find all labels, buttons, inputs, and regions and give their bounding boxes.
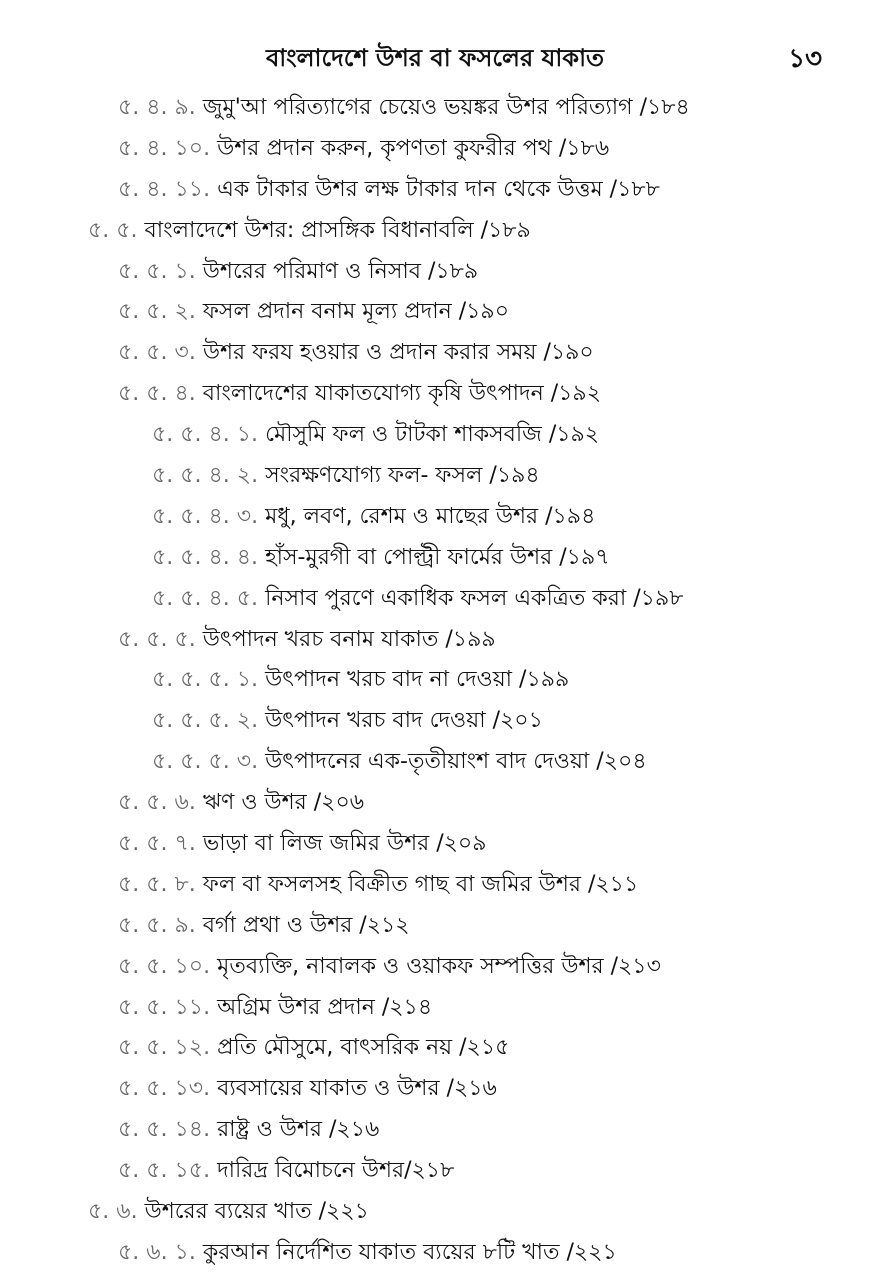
toc-entry-number: ৫. ৫. ৪. bbox=[118, 381, 196, 407]
toc-entry-number: ৫. ৫. ১২. bbox=[118, 1035, 211, 1061]
running-title: বাংলাদেশে উশর বা ফসলের যাকাত bbox=[265, 44, 605, 72]
toc-entry bbox=[0, 783, 870, 824]
toc-entry bbox=[0, 333, 870, 374]
toc-entry-title: উশরের ব্যয়ের খাত /২২১ bbox=[144, 1199, 369, 1225]
toc-entry-number: ৫. ৫. ৪. ১. bbox=[152, 422, 259, 448]
toc-entry-number: ৫. ৫. ৫. bbox=[118, 626, 196, 652]
toc-entry-title: উশরের পরিমাণ ও নিসাব /১৮৯ bbox=[202, 258, 479, 284]
toc-entry-number: ৫. ৫. ১৪. bbox=[118, 1117, 211, 1143]
toc-entry-number: ৫. ৬. ১. bbox=[118, 1239, 196, 1265]
toc-entry-title: ফল বা ফসলসহ বিক্রীত গাছ বা জমির উশর /২১১ bbox=[202, 871, 639, 897]
toc-entry-title: প্রতি মৌসুমে, বাৎসরিক নয় /২১৫ bbox=[217, 1035, 510, 1061]
toc-entry-number: ৫. ৫. ৪. ৩. bbox=[152, 503, 259, 529]
toc-entry bbox=[0, 497, 870, 538]
toc-entry bbox=[0, 1192, 870, 1233]
toc-entry bbox=[0, 415, 870, 456]
toc-entry bbox=[0, 824, 870, 865]
toc-entry bbox=[0, 1110, 870, 1151]
toc-entry-number: ৫. ৫. ১. bbox=[118, 258, 196, 284]
toc-entry-title: ফসল প্রদান বনাম মূল্য প্রদান /১৯০ bbox=[202, 299, 510, 325]
toc-entry-number: ৫. ৪. ১১. bbox=[118, 176, 211, 202]
toc-entry-number: ৫. ৫. ১৩. bbox=[118, 1076, 211, 1102]
toc-entry bbox=[0, 211, 870, 252]
toc-entry-title: হাঁস-মুরগী বা পোল্ট্রী ফার্মের উশর /১৯৭ bbox=[265, 544, 610, 570]
toc-entry-title: মধু, লবণ, রেশম ও মাছের উশর /১৯৪ bbox=[265, 503, 596, 529]
toc-entry-number: ৫. ৫. ৩. bbox=[118, 340, 196, 366]
toc-entry-title: নিসাব পুরণে একাধিক ফসল একত্রিত করা /১৯৮ bbox=[265, 585, 684, 611]
toc-entry bbox=[0, 456, 870, 497]
toc-entry-title: উশর ফরয হওয়ার ও প্রদান করার সময় /১৯০ bbox=[202, 340, 594, 366]
toc-entry-title: বাংলাদেশে উশর: প্রাসঙ্গিক বিধানাবলি /১৮৯ bbox=[144, 217, 531, 243]
toc-entry bbox=[0, 742, 870, 783]
toc-entry-number: ৫. ৫. ২. bbox=[118, 299, 196, 325]
toc-entry-number: ৫. ৫. ৪. ৪. bbox=[152, 544, 259, 570]
toc-entry-title: বাংলাদেশের যাকাতযোগ্য কৃষি উৎপাদন /১৯২ bbox=[202, 381, 601, 407]
toc-entry bbox=[0, 88, 870, 129]
toc-entry-number: ৫. ৬. bbox=[88, 1199, 138, 1225]
toc-entry-title: রাষ্ট্র ও উশর /২১৬ bbox=[217, 1117, 380, 1143]
toc-entry-number: ৫. ৫. ১১. bbox=[118, 994, 211, 1020]
table-of-contents bbox=[0, 88, 870, 1274]
toc-entry bbox=[0, 1028, 870, 1069]
toc-entry-title: সংরক্ষণযোগ্য ফল- ফসল /১৯৪ bbox=[265, 463, 540, 489]
toc-entry bbox=[0, 701, 870, 742]
toc-entry bbox=[0, 865, 870, 906]
toc-entry bbox=[0, 292, 870, 333]
toc-entry bbox=[0, 660, 870, 701]
toc-entry-title: মৃতব্যক্তি, নাবালক ও ওয়াকফ সম্পত্তির উশর /২১৩ bbox=[217, 953, 661, 979]
toc-entry-title: এক টাকার উশর লক্ষ টাকার দান থেকে উত্তম /১৮৮ bbox=[217, 176, 660, 202]
toc-entry bbox=[0, 1069, 870, 1110]
toc-entry bbox=[0, 579, 870, 620]
toc-entry-title: উশর প্রদান করুন, কৃপণতা কুফরীর পথ /১৮৬ bbox=[217, 135, 610, 161]
page-number: ১৩ bbox=[788, 44, 822, 74]
toc-entry bbox=[0, 947, 870, 988]
toc-entry-title: ব্যবসায়ের যাকাত ও উশর /২১৬ bbox=[217, 1076, 497, 1102]
toc-entry-number: ৫. ৫. ৬. bbox=[118, 790, 196, 816]
toc-entry bbox=[0, 538, 870, 579]
toc-entry-title: উৎপাদন খরচ বনাম যাকাত /১৯৯ bbox=[202, 626, 496, 652]
toc-entry-title: উৎপাদন খরচ বাদ দেওয়া /২০১ bbox=[265, 708, 543, 734]
toc-entry-title: ভাড়া বা লিজ জমির উশর /২০৯ bbox=[202, 831, 487, 857]
page-header bbox=[0, 36, 870, 76]
toc-entry-title: উৎপাদন খরচ বাদ না দেওয়া /১৯৯ bbox=[265, 667, 570, 693]
toc-entry-number: ৫. ৫. ৮. bbox=[118, 871, 196, 897]
toc-entry-title: উৎপাদনের এক-তৃতীয়াংশ বাদ দেওয়া /২০৪ bbox=[265, 749, 647, 775]
toc-entry bbox=[0, 374, 870, 415]
toc-entry-number: ৫. ৫. bbox=[88, 217, 138, 243]
toc-entry bbox=[0, 1233, 870, 1274]
toc-entry-number: ৫. ৫. ১৫. bbox=[118, 1158, 211, 1184]
toc-entry-title: অগ্রিম উশর প্রদান /২১৪ bbox=[217, 994, 433, 1020]
toc-entry bbox=[0, 1151, 870, 1192]
toc-entry bbox=[0, 620, 870, 661]
toc-entry-title: বর্গা প্রথা ও উশর /২১২ bbox=[202, 912, 410, 938]
toc-entry-title: কুরআন নির্দেশিত যাকাত ব্যয়ের ৮টি খাত /২২১ bbox=[202, 1239, 617, 1265]
toc-entry-number: ৫. ৫. ৪. ৫. bbox=[152, 585, 259, 611]
toc-entry bbox=[0, 252, 870, 293]
toc-entry-title: ঋণ ও উশর /২০৬ bbox=[202, 790, 365, 816]
toc-entry-number: ৫. ৪. ৯. bbox=[118, 95, 196, 120]
toc-entry-title: দারিদ্র বিমোচনে উশর/২১৮ bbox=[217, 1158, 455, 1184]
toc-entry-number: ৫. ৫. ১০. bbox=[118, 953, 211, 979]
toc-entry-number: ৫. ৫. ৭. bbox=[118, 831, 196, 857]
toc-entry bbox=[0, 988, 870, 1029]
toc-entry-title: জুমু'আ পরিত্যাগের চেয়েও ভয়ঙ্কর উশর পরিত্যাগ /১৮৪ bbox=[202, 95, 690, 120]
toc-entry-number: ৫. ৫. ৫. ১. bbox=[152, 667, 259, 693]
toc-entry-title: মৌসুমি ফল ও টাটকা শাকসবজি /১৯২ bbox=[265, 422, 600, 448]
toc-entry-number: ৫. ৪. ১০. bbox=[118, 135, 211, 161]
toc-entry-number: ৫. ৫. ৯. bbox=[118, 912, 196, 938]
toc-entry-number: ৫. ৫. ৫. ২. bbox=[152, 708, 259, 734]
toc-entry bbox=[0, 170, 870, 211]
toc-entry bbox=[0, 129, 870, 170]
toc-entry bbox=[0, 906, 870, 947]
toc-entry-number: ৫. ৫. ৪. ২. bbox=[152, 463, 259, 489]
toc-entry-number: ৫. ৫. ৫. ৩. bbox=[152, 749, 259, 775]
